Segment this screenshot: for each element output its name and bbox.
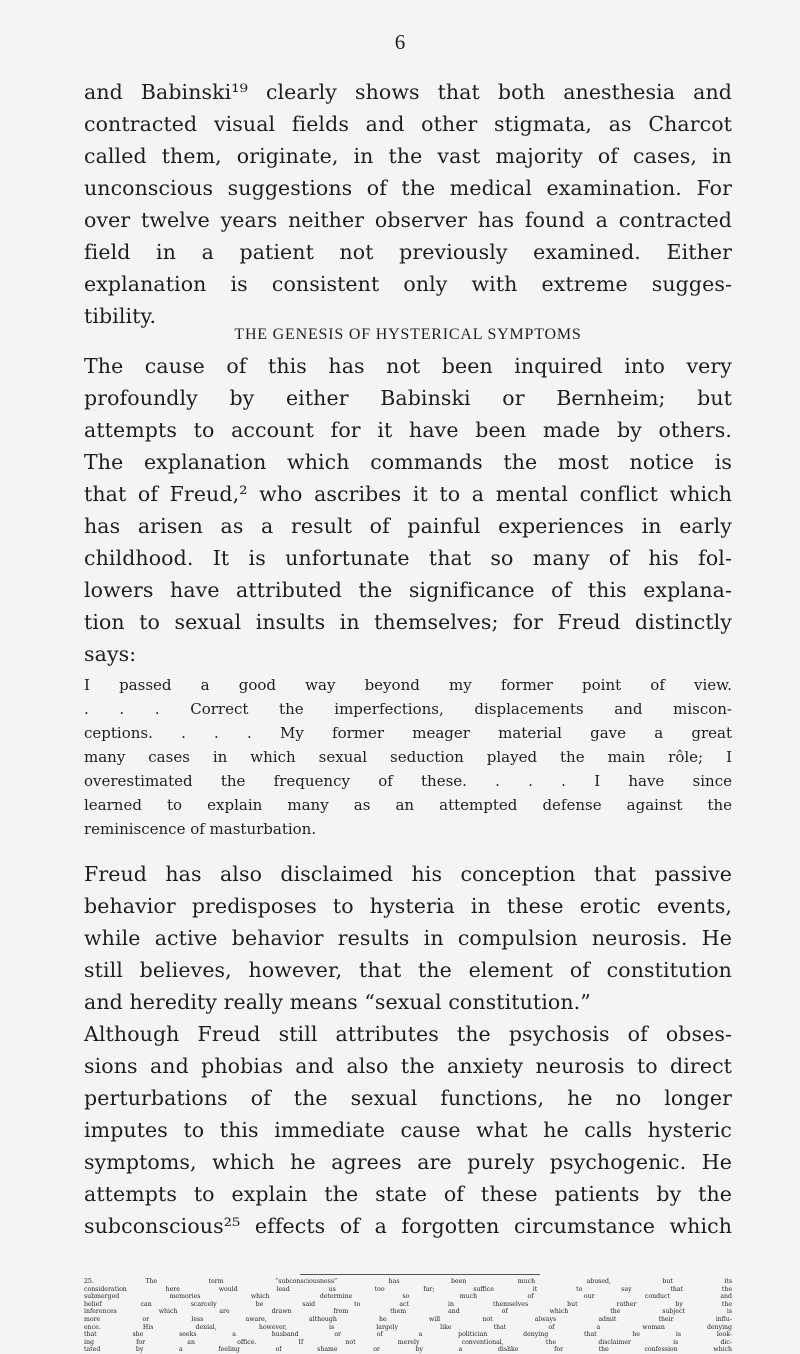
text-line: called them, originate, in the vast majority of cases, in (84, 144, 732, 168)
footnote-line: that she seeks a husband or of a politician denying that he is look- (84, 1331, 732, 1339)
quote-line: many cases in which sexual seduction played the main rôle; I (84, 748, 732, 766)
text-line: attempts to explain the state of these patients by the (84, 1182, 732, 1206)
quote-line: ceptions. . . . My former meager material gave a great (84, 724, 732, 742)
footnote-line: submerged memories which determine so much of our conduct and (84, 1293, 732, 1301)
text-line: says: (84, 642, 137, 666)
text-line: field in a patient not previously examined. Either (84, 240, 732, 264)
block-quote (84, 673, 732, 841)
text-line: tion to sexual insults in themselves; for Freud distinctly (84, 610, 732, 634)
text-line: has arisen as a result of painful experiences in early (84, 514, 732, 538)
footnote-line: tated by a feeling of shame or by a dislike for the confession which (84, 1346, 732, 1354)
text-line: perturbations of the sexual functions, he no longer (84, 1086, 732, 1110)
quote-line: learned to explain many as an attempted defense against the (84, 796, 732, 814)
footnote-line: ence. His denial, however, is largely like that of a woman denying (84, 1323, 732, 1331)
text-line: and Babinski¹⁹ clearly shows that both anesthesia and (84, 80, 732, 104)
text-line: subconscious²⁵ effects of a forgotten circumstance which (84, 1214, 732, 1238)
text-line: Freud has also disclaimed his conception that passive (84, 862, 732, 886)
text-line: behavior predisposes to hysteria in these erotic events, (84, 894, 732, 918)
footnote-line: inferences which are drawn from them and of which the subject is (84, 1308, 732, 1316)
footnote-block (84, 1278, 732, 1354)
text-line: over twelve years neither observer has found a contracted (84, 208, 732, 232)
quote-line: overestimated the frequency of these. . . . I have since (84, 772, 732, 790)
footnote-line: ing for an office. If not merely conventional, the disclaimer is dic- (84, 1338, 732, 1346)
text-line: tibility. (84, 304, 157, 328)
text-line: unconscious suggestions of the medical examination. For (84, 176, 732, 200)
text-line: attempts to account for it have been made by others. (84, 418, 732, 442)
text-line: still believes, however, that the element of constitution (84, 958, 732, 982)
quote-line: . . . Correct the imperfections, displacements and miscon- (84, 700, 732, 718)
text-line: sions and phobias and also the anxiety neurosis to direct (84, 1054, 732, 1078)
paragraph-3 (84, 858, 732, 1242)
paragraph-1 (84, 76, 732, 332)
text-line: Although Freud still attributes the psychosis of obses- (84, 1022, 732, 1046)
text-line: imputes to this immediate cause what he calls hysteric (84, 1118, 732, 1142)
text-line: contracted visual fields and other stigmata, as Charcot (84, 112, 732, 136)
footnote-line: consideration here would lead us too far; suffice it to say that the (84, 1285, 732, 1293)
paragraph-2 (84, 350, 732, 670)
text-line: explanation is consistent only with extreme sugges- (84, 272, 732, 296)
text-line: The explanation which commands the most notice is (84, 450, 732, 474)
text-line: that of Freud,² who ascribes it to a mental conflict which (84, 482, 732, 506)
footnote-line: 25. The term “subconsciousness” has been much abused, but its (84, 1278, 732, 1285)
text-line: symptoms, which he agrees are purely psychogenic. He (84, 1150, 732, 1174)
section-heading: THE GENESIS OF HYSTERICAL SYMPTOMS (234, 326, 582, 343)
text-line: and heredity really means “sexual constitution.” (84, 990, 591, 1014)
text-line: The cause of this has not been inquired into very (84, 354, 732, 378)
text-line: lowers have attributed the significance of this explana- (84, 578, 732, 602)
footnote-line: belief can scarcely be said to act in themselves but rather by the (84, 1300, 732, 1308)
quote-line: reminiscence of masturbation. (84, 820, 317, 838)
footnote-divider (300, 1274, 540, 1275)
text-line: while active behavior results in compulsion neurosis. He (84, 926, 732, 950)
page-number: 6 (394, 30, 406, 54)
quote-line: I passed a good way beyond my former point of view. (84, 676, 732, 694)
footnote-line: more or less aware, although he will not always admit their influ- (84, 1315, 732, 1323)
text-line: childhood. It is unfortunate that so many of his fol- (84, 546, 732, 570)
text-line: profoundly by either Babinski or Bernheim; but (84, 386, 732, 410)
